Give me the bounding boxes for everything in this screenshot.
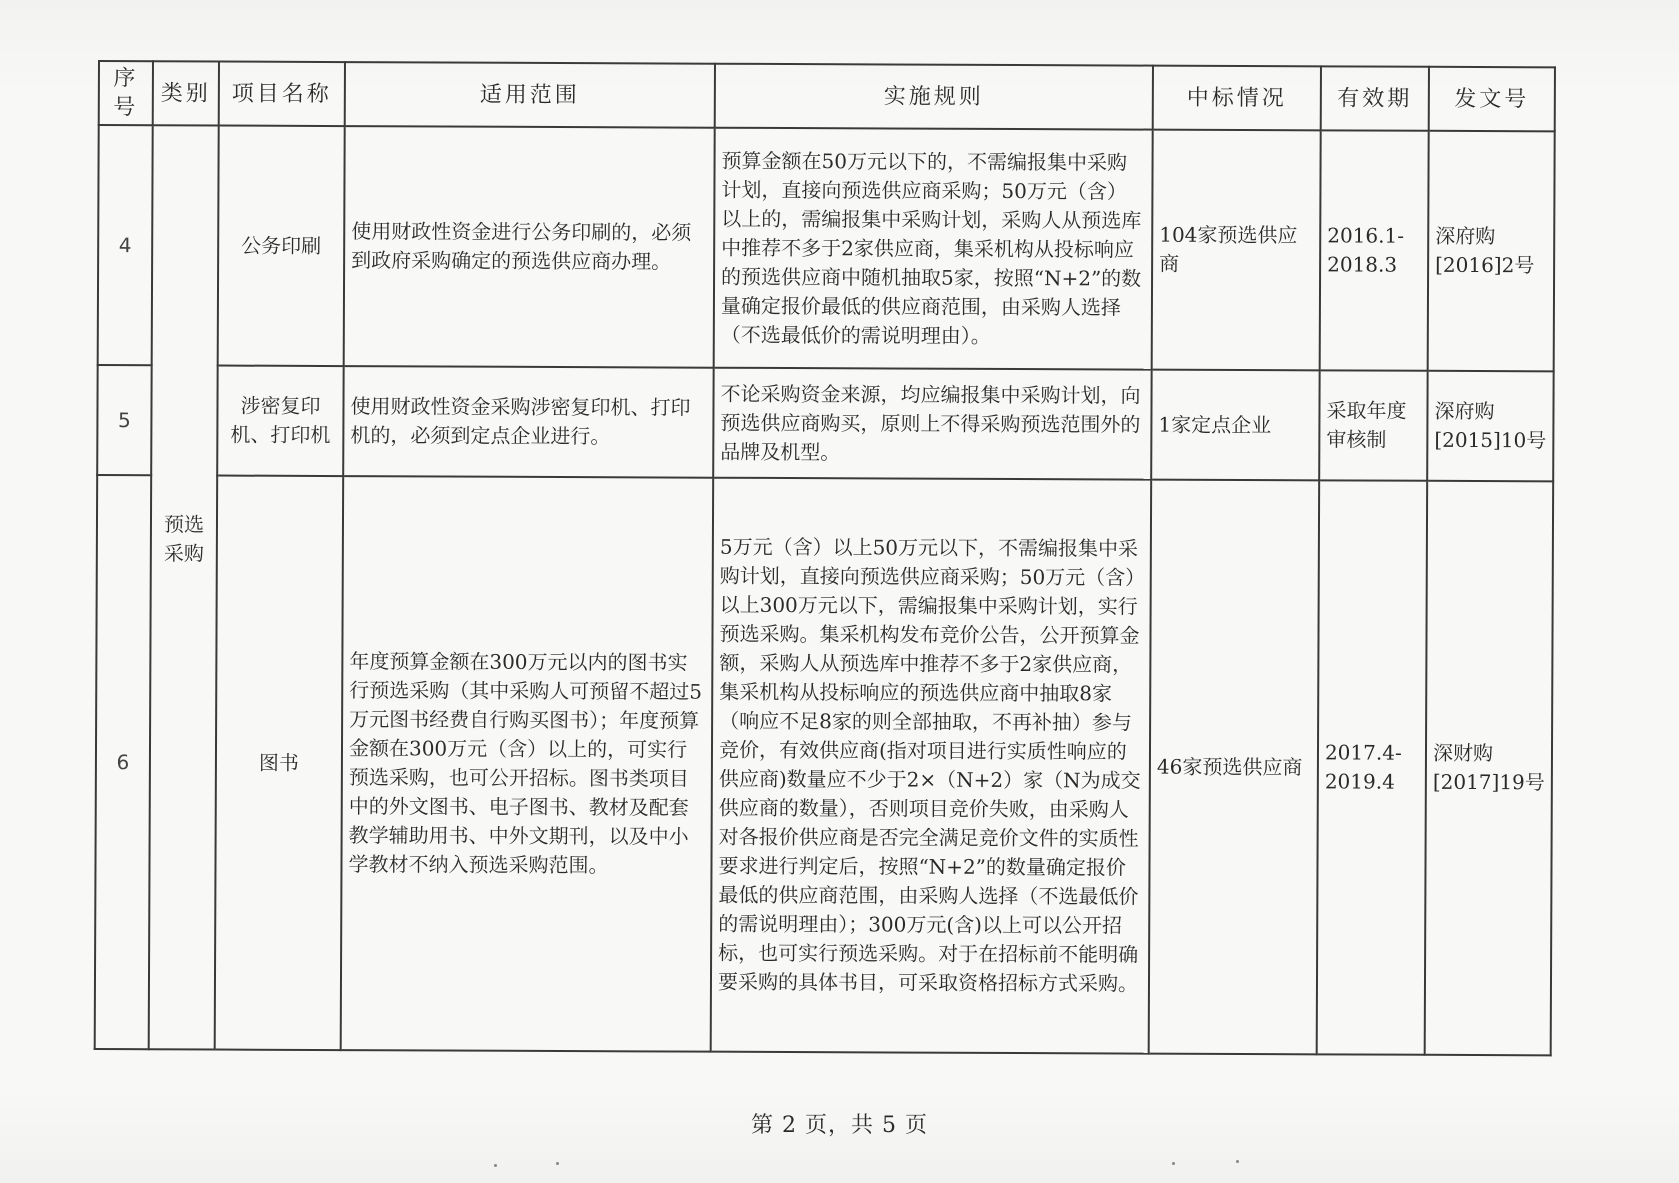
scan-speck bbox=[1172, 1162, 1175, 1165]
page-number-footer: 第 2 页，共 5 页 bbox=[751, 1113, 928, 1138]
row-rules: 5万元（含）以上50万元以下，不需编报集中采购计划，直接向预选供应商采购；50万元（含）以上300万元以下，需编报集中采购计划，实行预选采购。集采机构发布竞价公告，公开预算金额，采购人从预选库中推荐不多于2家供应商，集采机构从投标响应的预选供应商中抽取8家（响应不足8家的则全部抽取，不再补抽）参与竞价，有效供应商(指对项目进行实质性响应的供应商)数量应不少于2×（N+2）家（N为成交供应商的数量），否则项目竞价失败，由采购人对各报价供应商是否完全满足竞价文件的实质性要求进行判定后，按照“N+2”的数量确定报价最低的供应商范围，由采购人选择（不选最低价的需说明理由）；300万元(含)以上可以公开招标，也可实行预选采购。对于在招标前不能明确要采购的具体书目，可采取资格招标方式采购。 bbox=[711, 478, 1152, 1054]
row-doc-no: 深财购 [2017]19号 bbox=[1425, 481, 1554, 1056]
table-header-row bbox=[99, 61, 1555, 131]
scan-speck bbox=[494, 1164, 497, 1167]
row-doc-no: 深府购 [2015]10号 bbox=[1427, 371, 1553, 482]
row-doc-no: 深府购 [2016]2号 bbox=[1428, 131, 1555, 372]
scan-speck bbox=[556, 1162, 559, 1165]
header-no: 序号 bbox=[99, 61, 153, 125]
category-label: 预选 采购 bbox=[163, 512, 205, 566]
row-project-name: 涉密复印机、打印机 bbox=[217, 366, 343, 477]
row-rules: 预算金额在50万元以下的，不需编报集中采购计划，直接向预选供应商采购；50万元（含）以上的，需编报集中采购计划，采购人从预选库中推荐不多于2家供应商，集采机构从投标响应的预选供应商中随机抽取5家，按照“N+2”的数量确定报价最低的供应商范围，由采购人选择（不选最低价的需说明理由）。 bbox=[714, 128, 1153, 370]
table-row bbox=[98, 125, 1555, 371]
row-no: 6 bbox=[95, 475, 152, 1049]
row-winners: 46家预选供应商 bbox=[1149, 480, 1320, 1055]
row-scope: 使用财政性资金采购涉密复印机、打印机的，必须到定点企业进行。 bbox=[343, 366, 713, 478]
row-scope: 使用财政性资金进行公务印刷的，必须到政府采购确定的预选供应商办理。 bbox=[344, 126, 715, 368]
row-no: 4 bbox=[98, 125, 153, 365]
procurement-table bbox=[94, 60, 1556, 1056]
header-validity: 有效期 bbox=[1321, 66, 1429, 130]
table-row bbox=[95, 475, 1553, 1055]
header-doc-no: 发文号 bbox=[1429, 67, 1555, 132]
row-validity: 2017.4- 2019.4 bbox=[1317, 480, 1428, 1054]
row-winners: 1家定点企业 bbox=[1151, 370, 1319, 481]
header-winners: 中标情况 bbox=[1153, 66, 1321, 131]
header-category: 类别 bbox=[153, 61, 219, 125]
row-winners: 104家预选供应商 bbox=[1152, 130, 1321, 371]
row-project-name: 公务印刷 bbox=[218, 126, 345, 367]
row-no: 5 bbox=[97, 365, 151, 475]
category-cell bbox=[149, 125, 219, 1049]
row-validity: 2016.1- 2018.3 bbox=[1320, 130, 1429, 370]
header-rules: 实施规则 bbox=[715, 64, 1153, 130]
row-scope: 年度预算金额在300万元以内的图书实行预选采购（其中采购人可预留不超过5万元图书经费自行购买图书）；年度预算金额在300万元（含）以上的，可实行预选采购，也可公开招标。图书类项目中的外文图书、电子图书、教材及配套教学辅助用书、中外文期刊，以及中小学教材不纳入预选采购范围。 bbox=[341, 476, 714, 1052]
table-row bbox=[97, 365, 1553, 481]
header-scope: 适用范围 bbox=[345, 62, 715, 128]
header-project-name: 项目名称 bbox=[219, 62, 345, 127]
scan-speck bbox=[1236, 1160, 1239, 1163]
row-project-name: 图书 bbox=[215, 476, 344, 1051]
row-rules: 不论采购资金来源，均应编报集中采购计划，向预选供应商购买，原则上不得采购预选范围外的品牌及机型。 bbox=[713, 368, 1151, 480]
row-validity: 采取年度审核制 bbox=[1319, 370, 1427, 480]
